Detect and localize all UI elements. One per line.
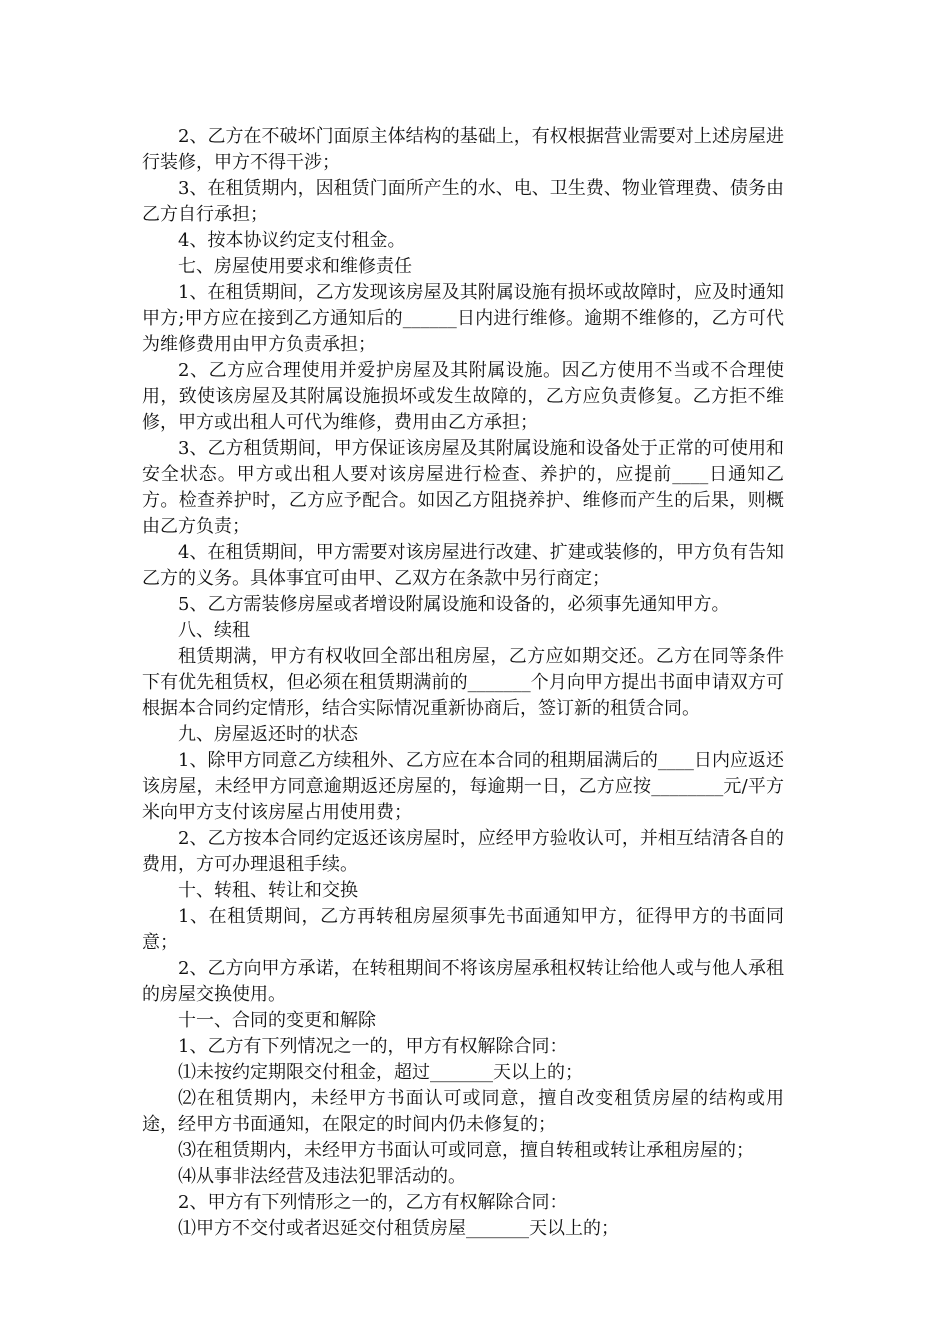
section-8-renewal-text: 租赁期满，甲方有权收回全部出租房屋，乙方应如期交还。乙方在同等条件下有优先租赁权，但必须在租赁期满前的_______个月向甲方提出书面申请双方可根据本合同约定情形，结合实际情况重新协商后，签订新的租赁合同。 xyxy=(142,646,784,719)
section-9-clause-2: 2、乙方按本合同约定返还该房屋时，应经甲方验收认可，并相互结清各自的费用，方可办理退租手续。 xyxy=(142,828,784,875)
section-7-clause-5: 5、乙方需装修房屋或者增设附属设施和设备的，必须事先通知甲方。 xyxy=(178,594,730,615)
section-10-clause-2: 2、乙方向甲方承诺，在转租期间不将该房屋承租权转让给他人或与他人承租的房屋交换使用。 xyxy=(142,958,784,1005)
section-10-clause-1: 1、在租赁期间，乙方再转租房屋须事先书面通知甲方，征得甲方的书面同意； xyxy=(142,906,784,953)
contract-body xyxy=(142,124,784,1242)
clause-3-expenses: 3、在租赁期内，因租赁门面所产生的水、电、卫生费、物业管理费、债务由乙方自行承担； xyxy=(142,178,784,225)
clause-4-pay-rent: 4、按本协议约定支付租金。 xyxy=(178,230,406,251)
clause-2-renovation-right: 2、乙方在不破坏门面原主体结构的基础上，有权根据营业需要对上述房屋进行装修，甲方不得干涉； xyxy=(142,126,784,173)
section-7-clause-3: 3、乙方租赁期间，甲方保证该房屋及其附属设施和设备处于正常的可使用和安全状态。甲方或出租人要对该房屋进行检查、养护的，应提前____日通知乙方。检查养护时，乙方应予配合。如因乙方阻挠养护、维修而产生的后果，则概由乙方负责； xyxy=(142,438,784,537)
section-11-item-1: ⑴未按约定期限交付租金，超过_______天以上的； xyxy=(178,1062,583,1083)
section-11-clause-2: 2、甲方有下列情形之一的，乙方有权解除合同： xyxy=(178,1192,568,1213)
section-11-item-2: ⑵在租赁期内，未经甲方书面认可或同意，擅自改变租赁房屋的结构或用途，经甲方书面通知，在限定的时间内仍未修复的； xyxy=(142,1088,784,1135)
section-11-item-4: ⑷从事非法经营及违法犯罪活动的。 xyxy=(178,1166,466,1187)
section-7-clause-4: 4、在租赁期间，甲方需要对该房屋进行改建、扩建或装修的，甲方负有告知乙方的义务。具体事宜可由甲、乙双方在条款中另行商定； xyxy=(142,542,784,589)
section-heading-7: 七、房屋使用要求和维修责任 xyxy=(178,256,412,277)
section-heading-10: 十、转租、转让和交换 xyxy=(178,880,358,901)
section-11-item-3: ⑶在租赁期内，未经甲方书面认可或同意，擅自转租或转让承租房屋的； xyxy=(178,1140,754,1161)
section-11-clause-1: 1、乙方有下列情况之一的，甲方有权解除合同： xyxy=(178,1036,568,1057)
section-7-clause-1: 1、在租赁期间，乙方发现该房屋及其附属设施有损坏或故障时，应及时通知甲方;甲方应在接到乙方通知后的______日内进行维修。逾期不维修的，乙方可代为维修费用由甲方负责承担； xyxy=(142,282,784,355)
section-7-clause-2: 2、乙方应合理使用并爱护房屋及其附属设施。因乙方使用不当或不合理使用，致使该房屋及其附属设施损坏或发生故障的，乙方应负责修复。乙方拒不维修，甲方或出租人可代为维修，费用由乙方承担； xyxy=(142,360,784,433)
section-heading-11: 十一、合同的变更和解除 xyxy=(178,1010,376,1031)
section-heading-8: 八、续租 xyxy=(178,620,250,641)
section-11-clause-2-item-1: ⑴甲方不交付或者迟延交付租赁房屋_______天以上的； xyxy=(178,1218,619,1239)
section-9-clause-1: 1、除甲方同意乙方续租外、乙方应在本合同的租期届满后的____日内应返还该房屋，未经甲方同意逾期返还房屋的，每逾期一日，乙方应按________元/平方米向甲方支付该房屋占用使用费； xyxy=(142,750,784,823)
section-heading-9: 九、房屋返还时的状态 xyxy=(178,724,358,745)
